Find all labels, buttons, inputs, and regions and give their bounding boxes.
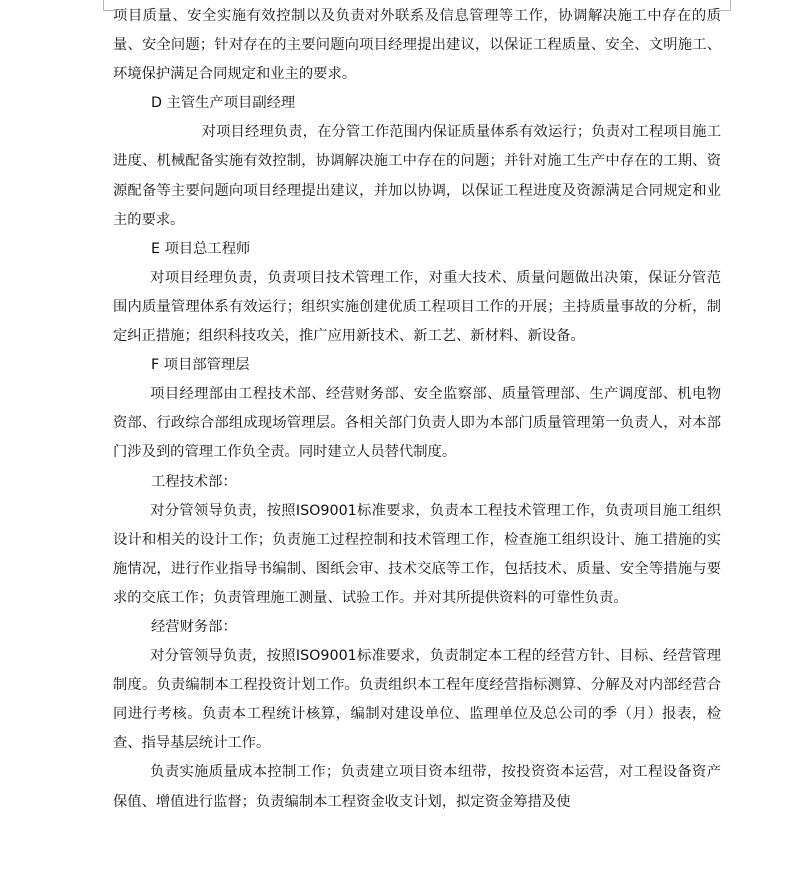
margin-corner-mark-right: [720, 0, 731, 11]
document-body: [113, 2, 721, 817]
paragraph-finance-dept: 对分管领导负责，按照ISO9001标准要求，负责制定本工程的经营方针、目标、经营管理制度。负责编制本工程投资计划工作。负责组织本工程年度经营指标测算、分解及对内部经营合同进行考核。负责本工程统计核算，编制对建设单位、监理单位及总公司的季（月）报表，检查、指导基层统计工作。: [113, 648, 721, 752]
paragraph-finance-cost: 负责实施质量成本控制工作；负责建立项目资本纽带，按投资资本运营，对工程设备资产保值、增值进行监督；负责编制本工程资金收支计划，拟定资金筹措及使: [113, 764, 721, 810]
heading-deputy-manager: D 主管生产项目副经理: [151, 95, 296, 112]
heading-engineering-dept: 工程技术部：: [151, 473, 237, 490]
paragraph-chief-engineer: 对项目经理负责，负责项目技术管理工作，对重大技术、质量问题做出决策，保证分管范围内质量管理体系有效运行；组织实施创建优质工程项目工作的开展；主持质量事故的分析，制定纠正措施；组织科技攻关，推广应用新技术、新工艺、新材料、新设备。: [113, 269, 721, 345]
paragraph-deputy-manager: 对项目经理负责，在分管工作范围内保证质量体系有效运行；负责对工程项目施工进度、机械配备实施有效控制，协调解决施工中存在的问题；并针对施工生产中存在的工期、资源配备等主要问题向项目经理提出建议，并加以协调，以保证工程进度及资源满足合同规定和业主的要求。: [113, 124, 721, 228]
heading-chief-engineer: E 项目总工程师: [151, 240, 251, 257]
heading-finance-dept: 经营财务部：: [151, 618, 237, 635]
paragraph-management-layer: 项目经理部由工程技术部、经营财务部、安全监察部、质量管理部、生产调度部、机电物资部、行政综合部组成现场管理层。各相关部门负责人即为本部门质量管理第一负责人，对本部门涉及到的管理工作负全责。同时建立人员替代制度。: [113, 386, 721, 461]
paragraph-engineering-dept: 对分管领导负责，按照ISO9001标准要求，负责本工程技术管理工作，负责项目施工组织设计和相关的设计工作；负责施工过程控制和技术管理工作，检查施工组织设计、施工措施的实施情况，进行作业指导书编制、图纸会审、技术交底等工作，包括技术、质量、安全等措施与要求的交底工作；负责管理施工测量、试验工作。并对其所提供资料的可靠性负责。: [113, 502, 721, 606]
paragraph-continuation: 项目质量、安全实施有效控制以及负责对外联系及信息管理等工作，协调解决施工中存在的质量、安全问题；针对存在的主要问题向项目经理提出建议，以保证工程质量、安全、文明施工、环境保护满足合同规定和业主的要求。: [113, 8, 721, 83]
heading-management-layer: F 项目部管理层: [151, 357, 250, 374]
